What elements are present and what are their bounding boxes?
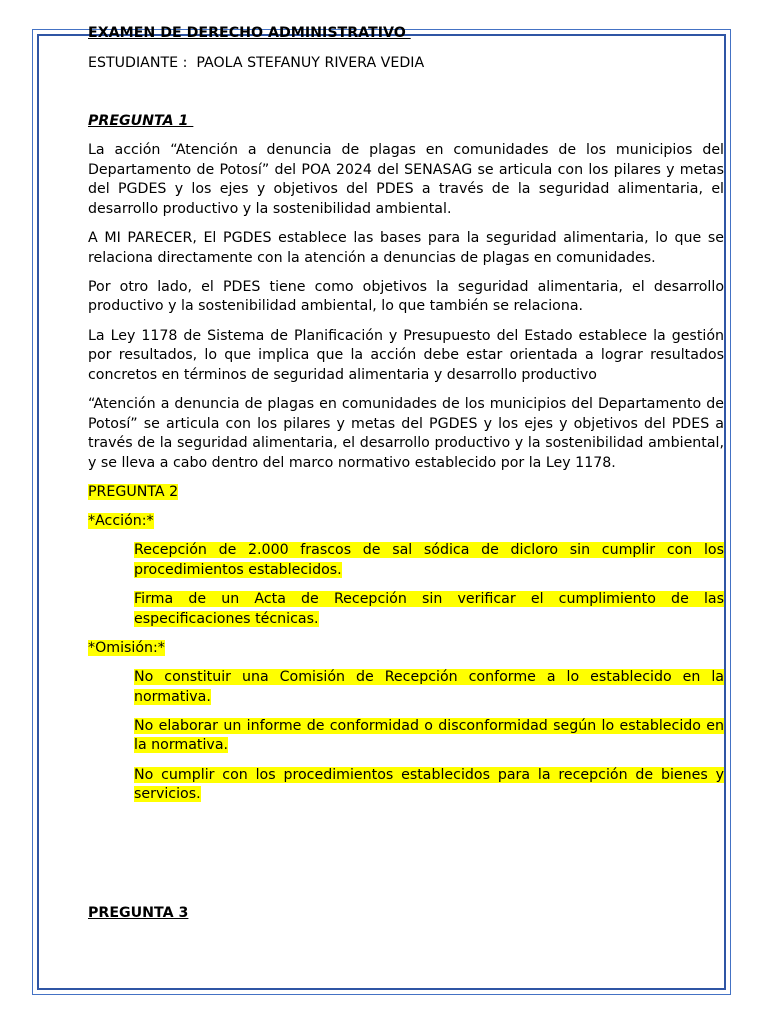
document-body [88, 141, 724, 814]
q1-paragraph: A MI PARECER, El PGDES establece las bases para la seguridad alimentaria, lo que se relaciona directamente con la atención a denuncias de plagas en comunidades. [88, 229, 724, 266]
accion-item: Firma de un Acta de Recepción sin verificar el cumplimiento de las especificaciones técnicas. [134, 591, 724, 627]
q1-paragraph: “Atención a denuncia de plagas en comunidades de los municipios del Departamento de Potosí” se articula con los pilares y metas del PGDES y los ejes y objetivos del PDES a través de la seguridad alimentaria, el desarrollo productivo y la sostenibilidad ambiental, y se lleva a cabo dentro del marco normativo establecido por la Ley 1178. [88, 395, 724, 471]
question-3-heading: PREGUNTA 3 [88, 905, 189, 921]
omision-item: No cumplir con los procedimientos establecidos para la recepción de bienes y servicios. [134, 766, 724, 803]
q1-paragraph: La Ley 1178 de Sistema de Planificación y Presupuesto del Estado establece la gestión por resultados, lo que implica que la acción debe estar orientada a lograr resultados concretos en términos de seguridad alimentaria y desarrollo productivo [88, 327, 724, 383]
document-title: EXAMEN DE DERECHO ADMINISTRATIVO [88, 25, 411, 41]
accion-label: *Acción:* [88, 513, 154, 530]
student-line: ESTUDIANTE : PAOLA STEFANUY RIVERA VEDIA [88, 55, 425, 71]
q1-paragraph: Por otro lado, el PDES tiene como objetivos la seguridad alimentaria, el desarrollo productivo y la sostenibilidad ambiental, lo que también se relaciona. [88, 278, 724, 315]
omision-item: No constituir una Comisión de Recepción conforme a lo establecido en la normativa. [134, 669, 724, 705]
question-2-heading: PREGUNTA 2 [88, 483, 179, 500]
omision-label: *Omisión:* [88, 639, 165, 656]
accion-item: Recepción de 2.000 frascos de sal sódica de dicloro sin cumplir con los procedimientos establecidos. [134, 542, 724, 578]
question-1-heading: PREGUNTA 1 [88, 113, 194, 129]
q1-paragraph: La acción “Atención a denuncia de plagas en comunidades de los municipios del Departamento de Potosí” del POA 2024 del SENASAG se articula con los pilares y metas del PGDES y los ejes y objetivos del PDES a través de la seguridad alimentaria, el desarrollo productivo y la sostenibilidad ambiental. [88, 142, 724, 217]
omision-item: No elaborar un informe de conformidad o disconformidad según lo establecido en la normativa. [134, 717, 724, 754]
